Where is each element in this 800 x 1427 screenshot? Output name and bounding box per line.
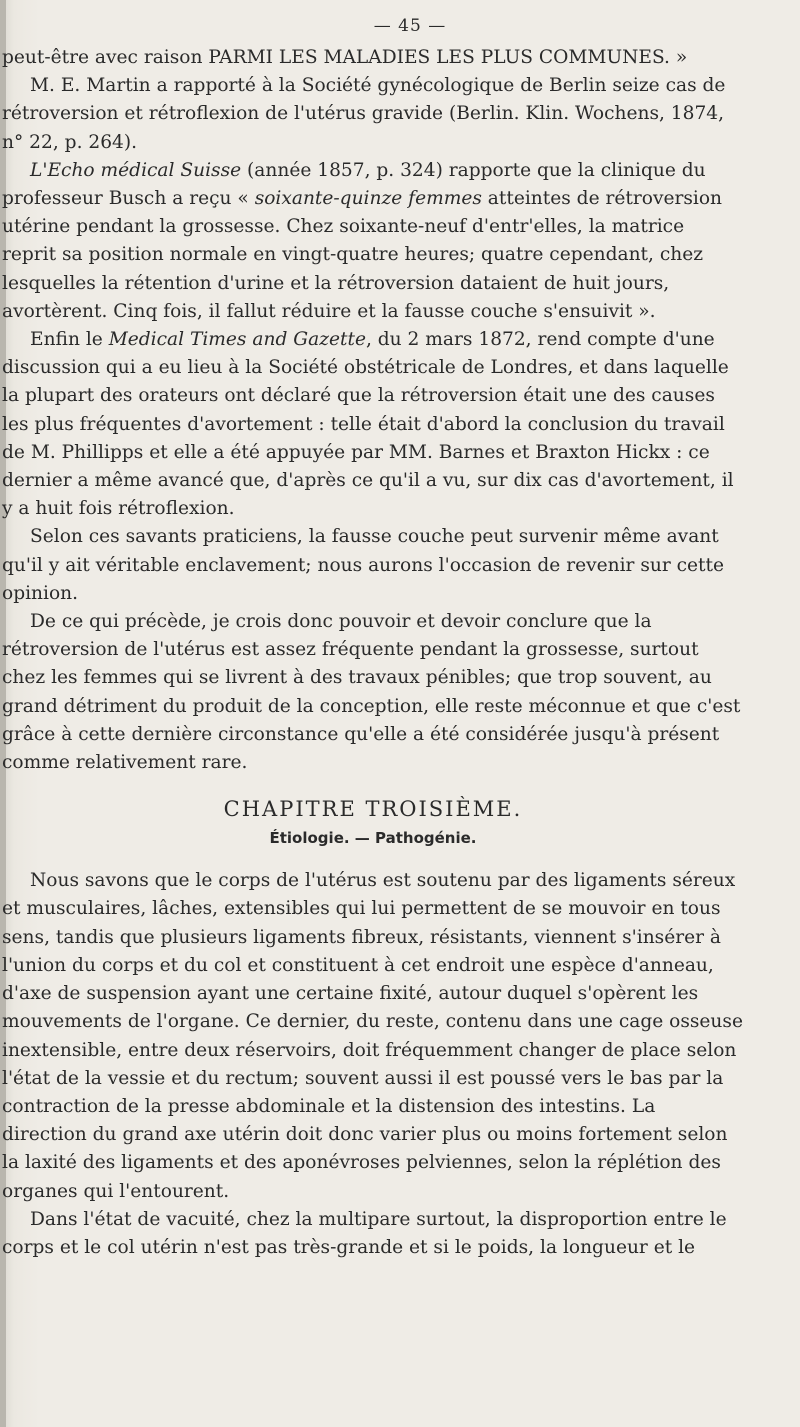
text-line: n° 22, p. 264). (2, 131, 138, 153)
quoted-phrase: soixante-quinze femmes (254, 188, 482, 210)
journal-title: Medical Times and Gazette (108, 329, 366, 351)
text-line: M. E. Martin a rapporté à la Société gynécologique de Berlin seize cas de (30, 75, 726, 97)
text-line: rétroversion et rétroflexion de l'utérus gravide (Berlin. Klin. Wochens, 1874, (2, 103, 725, 125)
body-text (2, 44, 744, 1262)
paragraph-echo-medical: L'Echo médical Suisse (année 1857, p. 324) rapporte que la clinique du professeur Busch a reçu « soixante-quinze femmes atteintes de rétroversion utérine pendant la grossesse. Chez soixante-neuf d'entr'elles, la matrice reprit sa position normale en vingt-quatre heures; quatre cependant, chez lesquelles la rétention d'urine et la rétroversion dataient de huit jours, avortèrent. Cinq fois, il fallut réduire et la fausse couche s'ensuivit ». (2, 159, 723, 322)
paragraph-conclusion: De ce qui précède, je crois donc pouvoir et devoir conclure que la rétroversion de l'utérus est assez fréquente pendant la grossesse, surtout chez les femmes qui se livrent à des travaux pénibles; que trop souvent, au grand détriment du produit de la conception, elle reste méconnue et que c'est grâce à cette dernière circonstance qu'elle a été considérée jusqu'à présent comme relativement rare. (2, 611, 741, 774)
journal-title: L'Echo médical Suisse (30, 159, 242, 181)
chapter-title: CHAPITRE TROISIÈME. (223, 797, 523, 822)
paragraph-dans-l-etat: Dans l'état de vacuité, chez la multipare surtout, la disproportion entre le corps et le col utérin n'est pas très-grande et si le poids, la longueur et le (2, 1208, 727, 1258)
paragraph-medical-times: Enfin le Medical Times and Gazette, du 2 mars 1872, rend compte d'une discussion qui a eu lieu à la Société obstétricale de Londres, et dans laquelle la plupart des orateurs ont déclaré que la rétroversion était une des causes les plus fréquentes d'avortement : telle était d'abord la conclusion du travail de M. Phillipps et elle a été appuyée par MM. Barnes et Braxton Hickx : ce dernier a même avancé que, d'après ce qu'il a vu, sur dix cas d'avortement, il y a huit fois rétroflexion. (2, 329, 734, 520)
chapter-subtitle: Étiologie. — Pathogénie. (269, 829, 477, 848)
page-number: — 45 — (373, 16, 447, 36)
text-line: peut-être avec raison PARMI LES MALADIES LES PLUS COMMUNES. » (2, 47, 688, 68)
paragraph-selon: Selon ces savants praticiens, la fausse couche peut survenir même avant qu'il y ait véritable enclavement; nous aurons l'occasion de revenir sur cette opinion. (2, 526, 724, 604)
paragraph-nous-savons: Nous savons que le corps de l'utérus est soutenu par des ligaments séreux et musculaires, lâches, extensibles qui lui permettent de se mouvoir en tous sens, tandis que plusieurs ligaments fibreux, résistants, viennent s'insérer à l'union du corps et du col et constituent à cet endroit une espèce d'anneau, d'axe de suspension ayant une certaine fixité, autour duquel s'opèrent les mouvements de l'organe. Ce dernier, du reste, contenu dans une cage osseuse inextensible, entre deux réservoirs, doit fréquemment changer de place selon l'état de la vessie et du rectum; souvent aussi il est poussé vers le bas par la contraction de la presse abdominale et la distension des intestins. La direction du grand axe utérin doit donc varier plus ou moins fortement selon la laxité des ligaments et des aponévroses pelviennes, selon la réplétion des organes qui l'entourent. (2, 870, 743, 1202)
